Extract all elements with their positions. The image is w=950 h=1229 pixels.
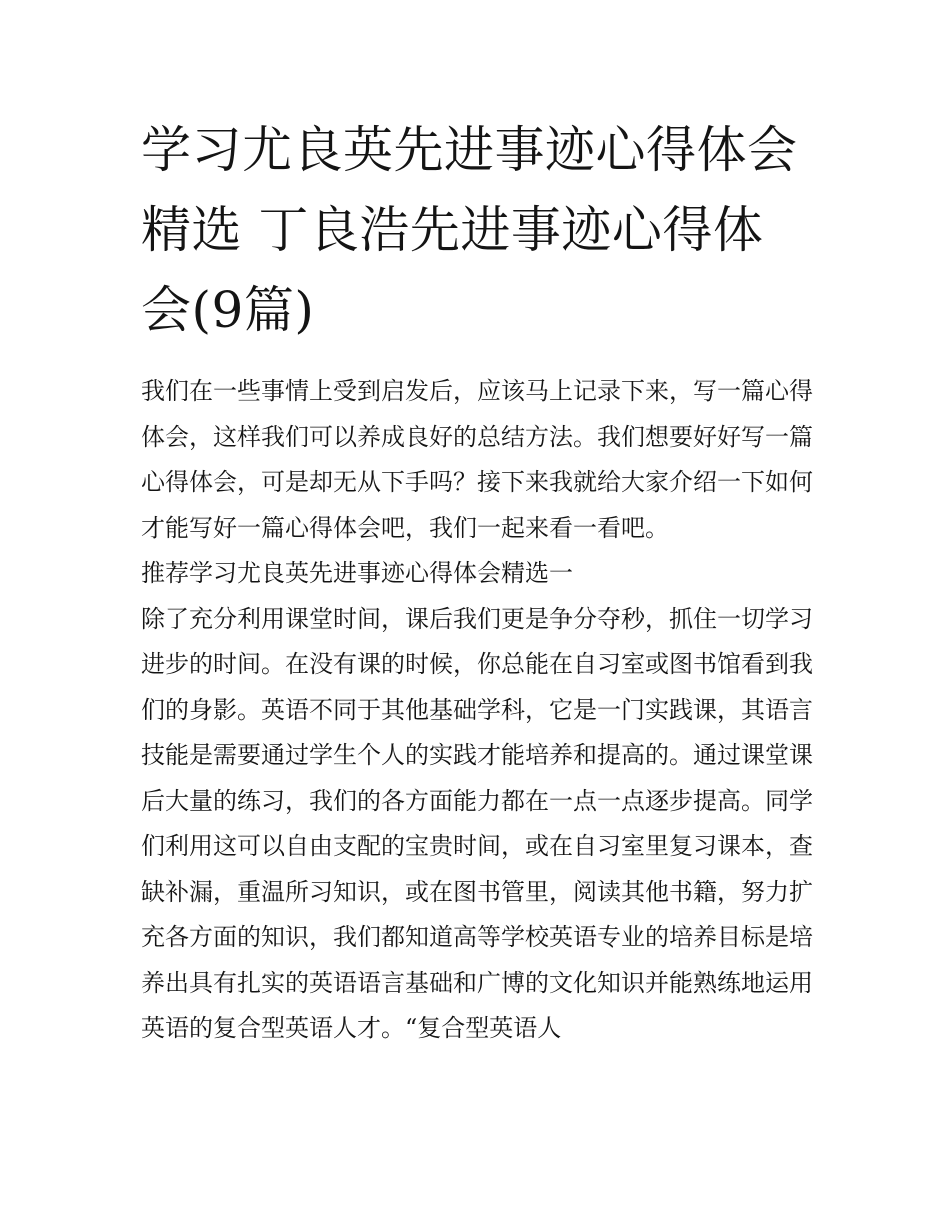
body-paragraph: 除了充分利用课堂时间，课后我们更是争分夺秒，抓住一切学习进步的时间。在没有课的时候，你总能在自习室或图书馆看到我们的身影。英语不同于其他基础学科，它是一门实践课，其语言技能是需要通过学生个人的实践才能培养和提高的。通过课堂课后大量的练习，我们的各方面能力都在一点一点逐步提高。同学们利用这可以自由支配的宝贵时间，或在自习室里复习课本，查缺补漏，重温所习知识，或在图书管里，阅读其他书籍，努力扩充各方面的知识，我们都知道高等学校英语专业的培养目标是培养出具有扎实的英语语言基础和广博的文化知识并能熟练地运用英语的复合型英语人才。“复合型英语人 bbox=[141, 604, 813, 1042]
intro-paragraph: 我们在一些事情上受到启发后，应该马上记录下来，写一篇心得体会，这样我们可以养成良好的总结方法。我们想要好好写一篇心得体会，可是却无从下手吗？接下来我就给大家介绍一下如何才能写好一篇心得体会吧，我们一起来看一看吧。 bbox=[141, 377, 813, 542]
section-heading: 推荐学习尤良英先进事迹心得体会精选一 bbox=[141, 559, 573, 587]
document-page bbox=[141, 110, 813, 1052]
document-title: 学习尤良英先进事迹心得体会精选 丁良浩先进事迹心得体会(9篇) bbox=[141, 121, 798, 339]
